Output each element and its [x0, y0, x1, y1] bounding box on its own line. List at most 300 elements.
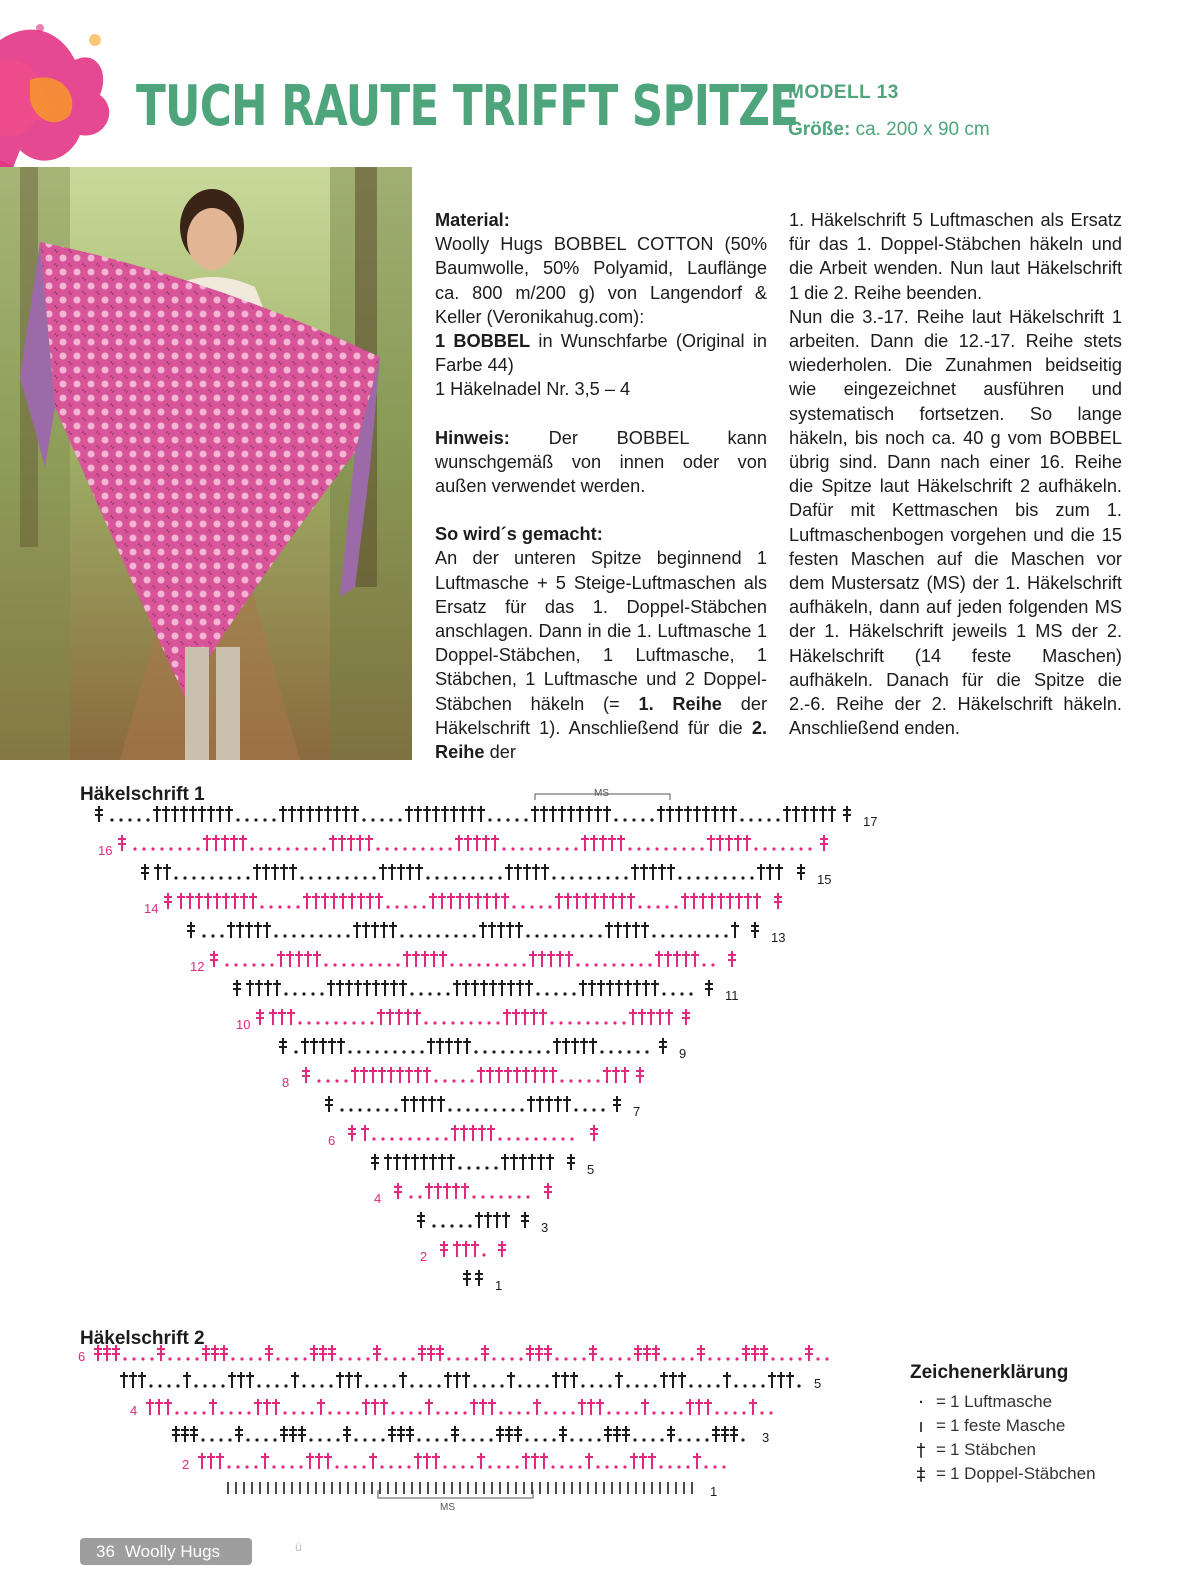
page-number: 36 [96, 1542, 115, 1561]
page-footer [80, 1538, 252, 1565]
chain-stitch [635, 1384, 638, 1387]
chain-stitch [484, 1108, 487, 1111]
chain-stitch [521, 905, 524, 908]
instructions-column-2 [789, 208, 1122, 740]
chain-stitch [482, 1384, 485, 1387]
chain-stitch [435, 1438, 438, 1441]
chain-stitch [497, 818, 500, 821]
chain-stitch [660, 1438, 663, 1441]
chain-stitch [499, 1411, 502, 1414]
chain-stitch [508, 1195, 511, 1198]
needle-text: 1 Häkelnadel Nr. 3,5 – 4 [435, 379, 631, 400]
chain-stitch [419, 992, 422, 995]
chain-stitch [363, 876, 366, 879]
bobbel-quantity: 1 BOBBEL [435, 331, 531, 352]
chain-stitch [302, 992, 305, 995]
chain-stitch [285, 1357, 288, 1360]
chain-stitch [653, 1384, 656, 1387]
chain-stitch [296, 905, 299, 908]
chain-stitch [749, 818, 752, 821]
chain-stitch [578, 1465, 581, 1468]
chain-stitch [329, 1384, 332, 1387]
chain-stitch [184, 1411, 187, 1414]
chain-stitch [402, 1357, 405, 1360]
legend-equals: = [936, 1464, 946, 1483]
size-label: Größe: [788, 119, 851, 140]
chain-stitch [664, 847, 667, 850]
row-number: 2 [420, 1249, 428, 1264]
chain-stitch [313, 847, 316, 850]
legend-row [910, 1390, 1150, 1414]
chain-stitch [458, 1166, 461, 1169]
chain-stitch [187, 847, 190, 850]
chain-stitch [705, 1438, 708, 1441]
chain-stitch [219, 876, 222, 879]
chain-stitch [563, 992, 566, 995]
chain-stitch [408, 1137, 411, 1140]
chain-stitch [544, 1411, 547, 1414]
legend-row [910, 1414, 1150, 1438]
chain-stitch [413, 905, 416, 908]
chain-stitch [515, 1465, 518, 1468]
chain-stitch [325, 1021, 328, 1024]
chain-stitch [264, 1438, 267, 1441]
ms-label: MS [594, 788, 609, 799]
chain-stitch [546, 1050, 549, 1053]
chain-stitch [448, 847, 451, 850]
chain-stitch [284, 1384, 287, 1387]
chain-stitch [525, 1438, 528, 1441]
chain-stitch [582, 1357, 585, 1360]
chain-stitch [552, 876, 555, 879]
chain-stitch [427, 934, 430, 937]
chain-stitch [327, 876, 330, 879]
chain-stitch [680, 992, 683, 995]
chain-stitch [430, 847, 433, 850]
chain-stitch [467, 1166, 470, 1169]
chain-stitch [568, 1021, 571, 1024]
chain-stitch [511, 1108, 514, 1111]
chain-stitch [525, 1137, 528, 1140]
chain-stitch [337, 934, 340, 937]
chain-stitch [444, 1438, 447, 1441]
chain-stitch [700, 847, 703, 850]
chain-stitch [450, 1224, 453, 1227]
chain-stitch [670, 1411, 673, 1414]
chain-stitch [488, 1465, 491, 1468]
chain-stitch [337, 1411, 340, 1414]
ms-label: MS [440, 1502, 455, 1513]
material-heading: Material: [435, 210, 510, 230]
photo-woman-with-pink-shawl [0, 167, 412, 760]
chain-stitch [375, 1050, 378, 1053]
chain-stitch [178, 847, 181, 850]
chain-stitch [441, 1224, 444, 1227]
legend-row [910, 1438, 1150, 1462]
chain-stitch [193, 1411, 196, 1414]
chain-stitch [662, 992, 665, 995]
instructions-heading: So wird´s gemacht: [435, 524, 603, 545]
chain-stitch [645, 1050, 648, 1053]
row-number: 13 [771, 930, 786, 945]
chain-stitch [392, 1384, 395, 1387]
chain-stitch [483, 1050, 486, 1053]
chain-stitch [510, 1357, 513, 1360]
chain-stitch [626, 1384, 629, 1387]
chain-stitch [797, 1384, 800, 1387]
chain-stitch [621, 963, 624, 966]
chain-stitch [495, 963, 498, 966]
chain-stitch [808, 847, 811, 850]
chain-stitch [266, 1384, 269, 1387]
size-info [788, 119, 990, 141]
chain-stitch [434, 1079, 437, 1082]
chain-stitch [424, 1021, 427, 1024]
double-crochet-symbol-icon: † [916, 1439, 926, 1461]
chain-stitch [383, 1384, 386, 1387]
chain-stitch [615, 876, 618, 879]
ms-bracket [378, 1490, 533, 1498]
chain-stitch [212, 1384, 215, 1387]
chain-stitch [339, 1357, 342, 1360]
chain-stitch [137, 818, 140, 821]
chain-stitch [240, 1357, 243, 1360]
legend-row [910, 1462, 1150, 1486]
chain-stitch [612, 963, 615, 966]
chain-stitch [194, 1384, 197, 1387]
chain-stitch [132, 1357, 135, 1360]
chain-stitch [301, 1411, 304, 1414]
chain-stitch [366, 1357, 369, 1360]
chain-stitch [436, 1411, 439, 1414]
chain-stitch [378, 963, 381, 966]
chain-stitch [302, 1384, 305, 1387]
chain-stitch [307, 1021, 310, 1024]
chain-stitch [387, 963, 390, 966]
chain-stitch [498, 876, 501, 879]
chain-stitch [724, 934, 727, 937]
chain-stitch [236, 818, 239, 821]
chain-stitch [781, 847, 784, 850]
chain-stitch [529, 847, 532, 850]
chain-stitch [769, 1411, 772, 1414]
chain-stitch [614, 818, 617, 821]
chain-stitch [508, 1411, 511, 1414]
chain-stitch [519, 1050, 522, 1053]
chain-stitch [474, 1050, 477, 1053]
chain-stitch [219, 1438, 222, 1441]
chain-stitch [445, 934, 448, 937]
chain-stitch [327, 1438, 330, 1441]
chain-stitch [682, 847, 685, 850]
chain-stitch [146, 818, 149, 821]
chain-stitch [411, 1050, 414, 1053]
chain-stitch [543, 1137, 546, 1140]
chain-stitch [394, 1108, 397, 1111]
chain-stitch [334, 1021, 337, 1024]
chain-stitch [519, 1357, 522, 1360]
footer-mark: ü [295, 1540, 302, 1554]
chain-stitch [444, 876, 447, 879]
chain-stitch [564, 1357, 567, 1360]
chain-stitch [570, 876, 573, 879]
chain-stitch [559, 1021, 562, 1024]
legend-title: Zeichenerklärung [910, 1362, 1069, 1383]
chain-stitch [560, 1465, 563, 1468]
chain-stitch [471, 1438, 474, 1441]
instructions-bold-a: 1. Reihe [638, 693, 722, 714]
chain-stitch [352, 1021, 355, 1024]
chain-stitch [269, 905, 272, 908]
chain-stitch [480, 876, 483, 879]
symbol-legend [910, 1362, 1150, 1486]
chain-stitch [381, 1137, 384, 1140]
chain-stitch [237, 876, 240, 879]
chain-stitch [545, 1384, 548, 1387]
chain-stitch [456, 1357, 459, 1360]
chain-stitch [596, 1079, 599, 1082]
chain-stitch [417, 1137, 420, 1140]
chain-stitch [420, 1050, 423, 1053]
chain-stitch [754, 847, 757, 850]
chain-stitch [485, 1166, 488, 1169]
chain-stitch [357, 1357, 360, 1360]
chain-stitch [426, 876, 429, 879]
chain-stitch [761, 1384, 764, 1387]
chain-stitch [258, 1357, 261, 1360]
chain-stitch [343, 1021, 346, 1024]
chain-stitch [284, 992, 287, 995]
chain-stitch [169, 847, 172, 850]
chain-stitch [691, 847, 694, 850]
chain-stitch [422, 905, 425, 908]
chain-stitch [333, 963, 336, 966]
chain-stitch [221, 1384, 224, 1387]
chain-stitch [259, 847, 262, 850]
chain-stitch [470, 1465, 473, 1468]
chain-stitch [763, 847, 766, 850]
row-number: 8 [282, 1075, 290, 1090]
chain-stitch [618, 1357, 621, 1360]
chain-stitch [539, 905, 542, 908]
chain-stitch [310, 1411, 313, 1414]
crochet-chart-edging [78, 1340, 878, 1540]
chain-stitch [627, 1050, 630, 1053]
chain-stitch [527, 1384, 530, 1387]
chain-stitch [632, 818, 635, 821]
chain-stitch [462, 876, 465, 879]
page-title: TUCH RAUTE TRIFFT SPITZE [136, 74, 799, 139]
chain-stitch [609, 1357, 612, 1360]
chain-stitch [590, 1384, 593, 1387]
size-value: ca. 200 x 90 cm [855, 119, 990, 140]
treble-crochet-symbol-icon: ‡ [916, 1463, 926, 1485]
chain-stitch [354, 876, 357, 879]
chain-stitch [627, 1357, 630, 1360]
chain-stitch [634, 1411, 637, 1414]
chain-stitch [398, 1465, 401, 1468]
chain-stitch [335, 1079, 338, 1082]
chain-stitch [562, 1411, 565, 1414]
chain-stitch [585, 963, 588, 966]
instructions-paragraph-1: 1. Häkelschrift 5 Luftmaschen als Ersatz für das 1. Doppel-Stäbchen häkeln und die Arbeit wenden. Nun laut Häkelschrift 1 die 2. Reihe beenden. [789, 210, 1122, 303]
chain-stitch [328, 934, 331, 937]
instructions-text-b: der Häkelschrift 1). Anschließend für die [435, 693, 767, 738]
chain-stitch [374, 1384, 377, 1387]
chain-stitch [687, 1438, 690, 1441]
chain-stitch [499, 1195, 502, 1198]
chain-stitch [390, 1137, 393, 1140]
chain-stitch [236, 1465, 239, 1468]
chain-stitch [571, 1411, 574, 1414]
chain-stitch [689, 1384, 692, 1387]
chain-stitch [158, 1384, 161, 1387]
chain-stitch [353, 1465, 356, 1468]
chain-stitch [707, 1384, 710, 1387]
chain-stitch [426, 1137, 429, 1140]
chain-stitch [735, 1357, 738, 1360]
chain-stitch [277, 847, 280, 850]
chain-stitch [211, 934, 214, 937]
chain-stitch [526, 1411, 529, 1414]
chain-stitch [410, 992, 413, 995]
chain-stitch [605, 1465, 608, 1468]
chain-stitch [553, 934, 556, 937]
chain-stitch [316, 1021, 319, 1024]
chain-stitch [400, 934, 403, 937]
chain-stitch [328, 1411, 331, 1414]
chain-stitch [723, 876, 726, 879]
chain-stitch [715, 934, 718, 937]
chain-stitch [372, 1438, 375, 1441]
chain-stitch [309, 1438, 312, 1441]
row-number: 2 [182, 1457, 190, 1472]
chain-stitch [396, 963, 399, 966]
chain-stitch [210, 1438, 213, 1441]
chain-stitch [272, 818, 275, 821]
chain-stitch [490, 1195, 493, 1198]
chain-stitch [385, 847, 388, 850]
chain-stitch [589, 934, 592, 937]
chain-stitch [225, 963, 228, 966]
chain-stitch [447, 1357, 450, 1360]
chain-stitch [192, 876, 195, 879]
chain-stitch [336, 876, 339, 879]
chain-stitch [304, 847, 307, 850]
row-number: 7 [633, 1104, 641, 1119]
chain-stitch [679, 934, 682, 937]
chain-stitch [572, 992, 575, 995]
chain-stitch [486, 963, 489, 966]
chain-stitch [465, 1357, 468, 1360]
chain-stitch [569, 1079, 572, 1082]
chain-stitch [252, 963, 255, 966]
chain-stitch [494, 1166, 497, 1169]
chain-stitch [228, 876, 231, 879]
chain-stitch [389, 818, 392, 821]
chain-stitch [371, 818, 374, 821]
row-number: 3 [541, 1220, 549, 1235]
chain-stitch [687, 876, 690, 879]
chain-stitch [587, 1079, 590, 1082]
chain-stitch [516, 1137, 519, 1140]
chain-stitch [452, 1079, 455, 1082]
chain-stitch [799, 847, 802, 850]
chain-stitch [705, 876, 708, 879]
chain-stitch [419, 1384, 422, 1387]
chain-stitch [203, 1384, 206, 1387]
chain-stitch [661, 934, 664, 937]
row-number: 3 [762, 1430, 770, 1445]
chain-stitch [790, 847, 793, 850]
chain-stitch [459, 1224, 462, 1227]
chain-stitch [319, 934, 322, 937]
row-number: 14 [144, 901, 159, 916]
chain-stitch [550, 1021, 553, 1024]
chain-stitch [497, 1465, 500, 1468]
chain-stitch [292, 1411, 295, 1414]
chain-stitch [452, 1465, 455, 1468]
chain-stitch [411, 1357, 414, 1360]
chain-stitch [646, 847, 649, 850]
chain-stitch [229, 1411, 232, 1414]
chain-stitch [545, 992, 548, 995]
chain-stitch [599, 1384, 602, 1387]
chain-stitch [481, 1195, 484, 1198]
chain-stitch [552, 1137, 555, 1140]
chain-stitch [670, 934, 673, 937]
chain-stitch [771, 1357, 774, 1360]
chain-stitch [569, 1465, 572, 1468]
chain-stitch [597, 876, 600, 879]
chain-stitch [489, 876, 492, 879]
chain-stitch [713, 1465, 716, 1468]
chain-stitch [601, 1108, 604, 1111]
chain-stitch [562, 934, 565, 937]
chain-stitch [372, 1137, 375, 1140]
chain-stitch [622, 1021, 625, 1024]
chain-stitch [444, 1137, 447, 1140]
chain-stitch [471, 876, 474, 879]
chain-stitch [512, 905, 515, 908]
chain-stitch [133, 847, 136, 850]
chain-stitch [461, 1079, 464, 1082]
chain-stitch [410, 1384, 413, 1387]
legend-label: 1 Luftmasche [950, 1392, 1053, 1411]
chain-stitch [576, 963, 579, 966]
chain-stitch [150, 1357, 153, 1360]
chain-stitch [433, 1021, 436, 1024]
row-number: 16 [98, 843, 113, 858]
chain-stitch [678, 876, 681, 879]
chain-stitch [536, 1384, 539, 1387]
chain-stitch [475, 1108, 478, 1111]
chain-stitch [636, 1050, 639, 1053]
chain-stitch [472, 934, 475, 937]
chain-stitch [651, 1438, 654, 1441]
chain-stitch [573, 1357, 576, 1360]
chain-stitch [681, 1357, 684, 1360]
chain-stitch [717, 1357, 720, 1360]
chain-stitch [402, 1050, 405, 1053]
chain-stitch [659, 1465, 662, 1468]
chain-stitch [625, 1411, 628, 1414]
chain-stitch [336, 1438, 339, 1441]
chain-stitch [724, 1411, 727, 1414]
chain-stitch [311, 1384, 314, 1387]
chain-stitch [517, 1195, 520, 1198]
chain-stitch [142, 847, 145, 850]
